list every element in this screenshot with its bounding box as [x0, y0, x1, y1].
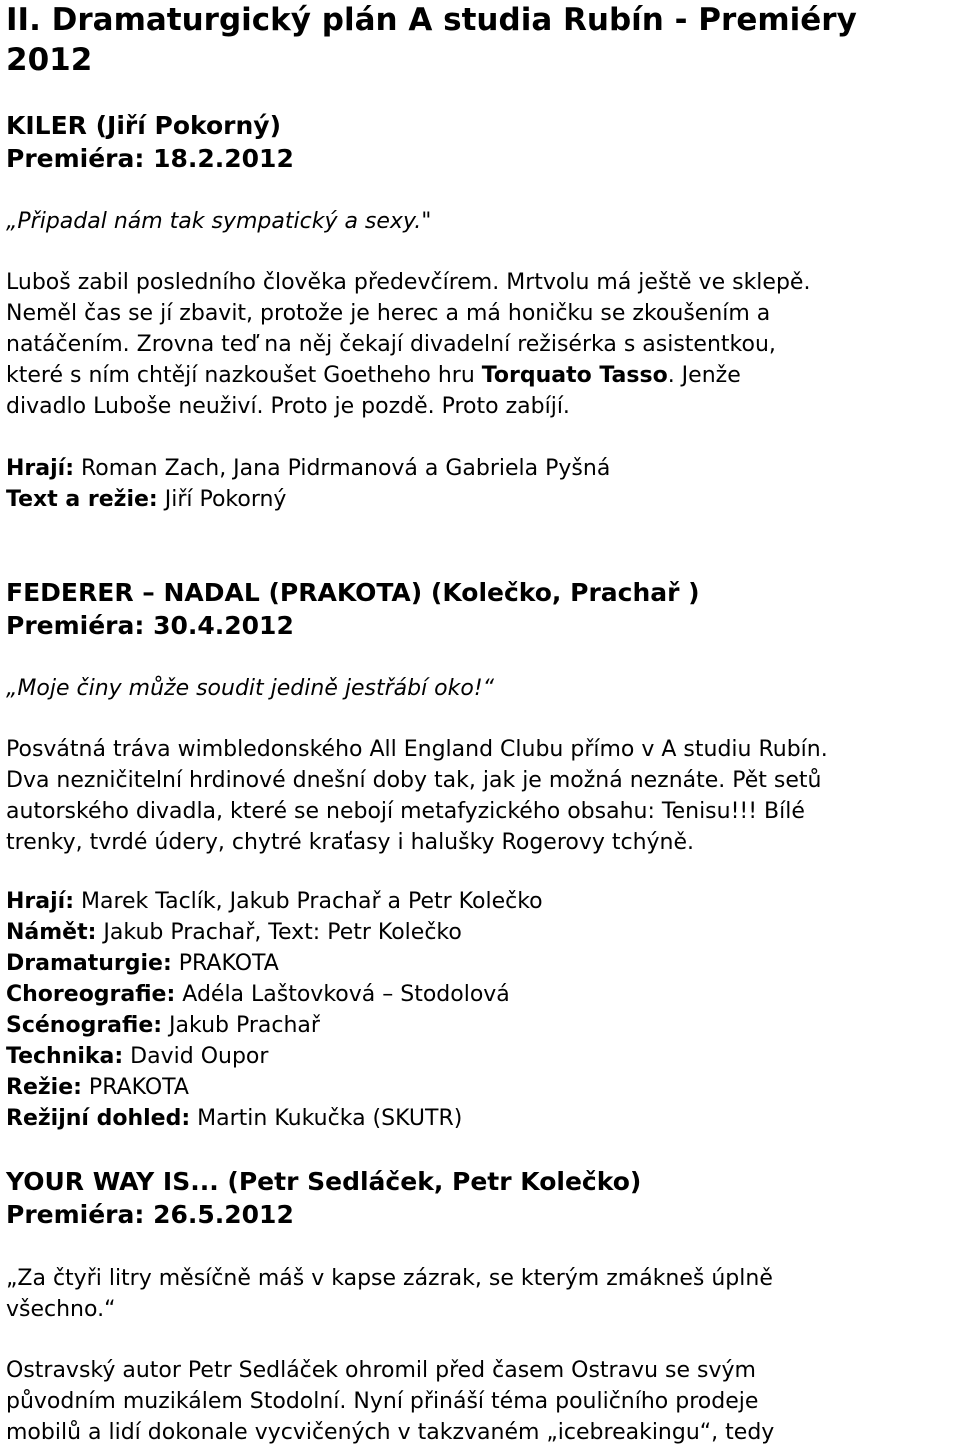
show1-cast-label: Hrají:	[6, 456, 74, 481]
show3-desc-line-1: Ostravský autor Petr Sedláček ohromil před časem Ostravu se svým	[6, 1358, 756, 1383]
show3-premiere: Premiéra: 26.5.2012	[6, 1200, 294, 1229]
show2-credit-label: Námět:	[6, 920, 97, 945]
show1-director-label: Text a režie:	[6, 487, 158, 512]
show1-desc-line-2: Neměl čas se jí zbavit, protože je herec a má honičku se zkoušením a	[6, 301, 771, 326]
show2-credit	[6, 1104, 462, 1134]
page-title-line-2: 2012	[6, 42, 93, 78]
show1-desc-line-4-text: které s ním chtějí nazkoušet Goetheho hru	[6, 363, 482, 388]
show1-desc-line-3: natáčením. Zrovna teď na něj čekají divadelní režisérka s asistentkou,	[6, 332, 776, 357]
show2-credit	[6, 1073, 189, 1103]
show2-desc-line-3: autorského divadla, které se nebojí metafyzického obsahu: Tenisu!!! Bílé	[6, 799, 805, 824]
show2-credit-value: Martin Kukučka (SKUTR)	[190, 1106, 463, 1131]
show1-desc-line-5: divadlo Luboše neuživí. Proto je pozdě. Proto zabíjí.	[6, 394, 570, 419]
show2-credit-value: PRAKOTA	[171, 951, 279, 976]
show2-heading: FEDERER – NADAL (PRAKOTA) (Kolečko, Prachař )	[6, 578, 700, 607]
show2-credit	[6, 1011, 320, 1041]
show2-credit	[6, 887, 543, 917]
show2-credit-value: David Oupor	[123, 1044, 269, 1069]
show1-director	[6, 485, 286, 515]
show2-credit-value: Marek Taclík, Jakub Prachař a Petr Kolečko	[74, 889, 543, 914]
show1-premiere: Premiéra: 18.2.2012	[6, 144, 294, 173]
show2-desc-line-1: Posvátná tráva wimbledonského All England Clubu přímo v A studiu Rubín.	[6, 737, 828, 762]
show2-credit-label: Režijní dohled:	[6, 1106, 191, 1131]
page-title-line-1: II. Dramaturgický plán A studia Rubín - Premiéry	[6, 2, 857, 38]
show2-premiere: Premiéra: 30.4.2012	[6, 611, 294, 640]
show2-desc-line-4: trenky, tvrdé údery, chytré kraťasy i halušky Rogerovy tchýně.	[6, 830, 695, 855]
show1-cast-value: Roman Zach, Jana Pidrmanová a Gabriela Pyšná	[74, 456, 611, 481]
show3-heading: YOUR WAY IS... (Petr Sedláček, Petr Kolečko)	[6, 1167, 642, 1196]
play-title-torquato-tasso: Torquato Tasso	[481, 363, 668, 388]
show1-heading: KILER (Jiří Pokorný)	[6, 111, 282, 140]
show2-credit-label: Dramaturgie:	[6, 951, 172, 976]
show2-credit-value: Adéla Laštovková – Stodolová	[175, 982, 510, 1007]
show3-desc-line-3: mobilů a lidí dokonale vycvičených v takzvaném „icebreakingu“, tedy	[6, 1420, 775, 1445]
show3-desc-line-2: původním muzikálem Stodolní. Nyní přináší téma pouličního prodeje	[6, 1389, 759, 1414]
show2-credit-label: Režie:	[6, 1075, 82, 1100]
show2-credit	[6, 980, 510, 1010]
show1-director-value: Jiří Pokorný	[157, 487, 287, 512]
show2-credit-label: Choreografie:	[6, 982, 176, 1007]
show1-quote: „Připadal nám tak sympatický a sexy."	[6, 209, 432, 234]
show1-desc-line-4-tail: . Jenže	[667, 363, 741, 388]
show1-desc-line-4	[6, 361, 741, 391]
show1-cast	[6, 454, 610, 484]
show2-credit-label: Scénografie:	[6, 1013, 163, 1038]
show3-quote-line-1: „Za čtyři litry měsíčně máš v kapse zázrak, se kterým zmákneš úplně	[6, 1266, 773, 1291]
show2-desc-line-2: Dva nezničitelní hrdinové dnešní doby tak, jak je možná neznáte. Pět setů	[6, 768, 822, 793]
show2-quote: „Moje činy může soudit jedině jestřábí oko!“	[6, 676, 495, 701]
show2-credit-value: PRAKOTA	[81, 1075, 189, 1100]
show2-credit	[6, 949, 279, 979]
show2-credit	[6, 918, 462, 948]
show1-desc-line-1: Luboš zabil posledního člověka předevčírem. Mrtvolu má ještě ve sklepě.	[6, 270, 811, 295]
show2-credit-value: Jakub Prachař, Text: Petr Kolečko	[96, 920, 462, 945]
show2-credit-value: Jakub Prachař	[162, 1013, 320, 1038]
show2-credit	[6, 1042, 268, 1072]
show2-credit-label: Technika:	[6, 1044, 124, 1069]
show3-quote-line-2: všechno.“	[6, 1297, 116, 1322]
show2-credit-label: Hrají:	[6, 889, 74, 914]
